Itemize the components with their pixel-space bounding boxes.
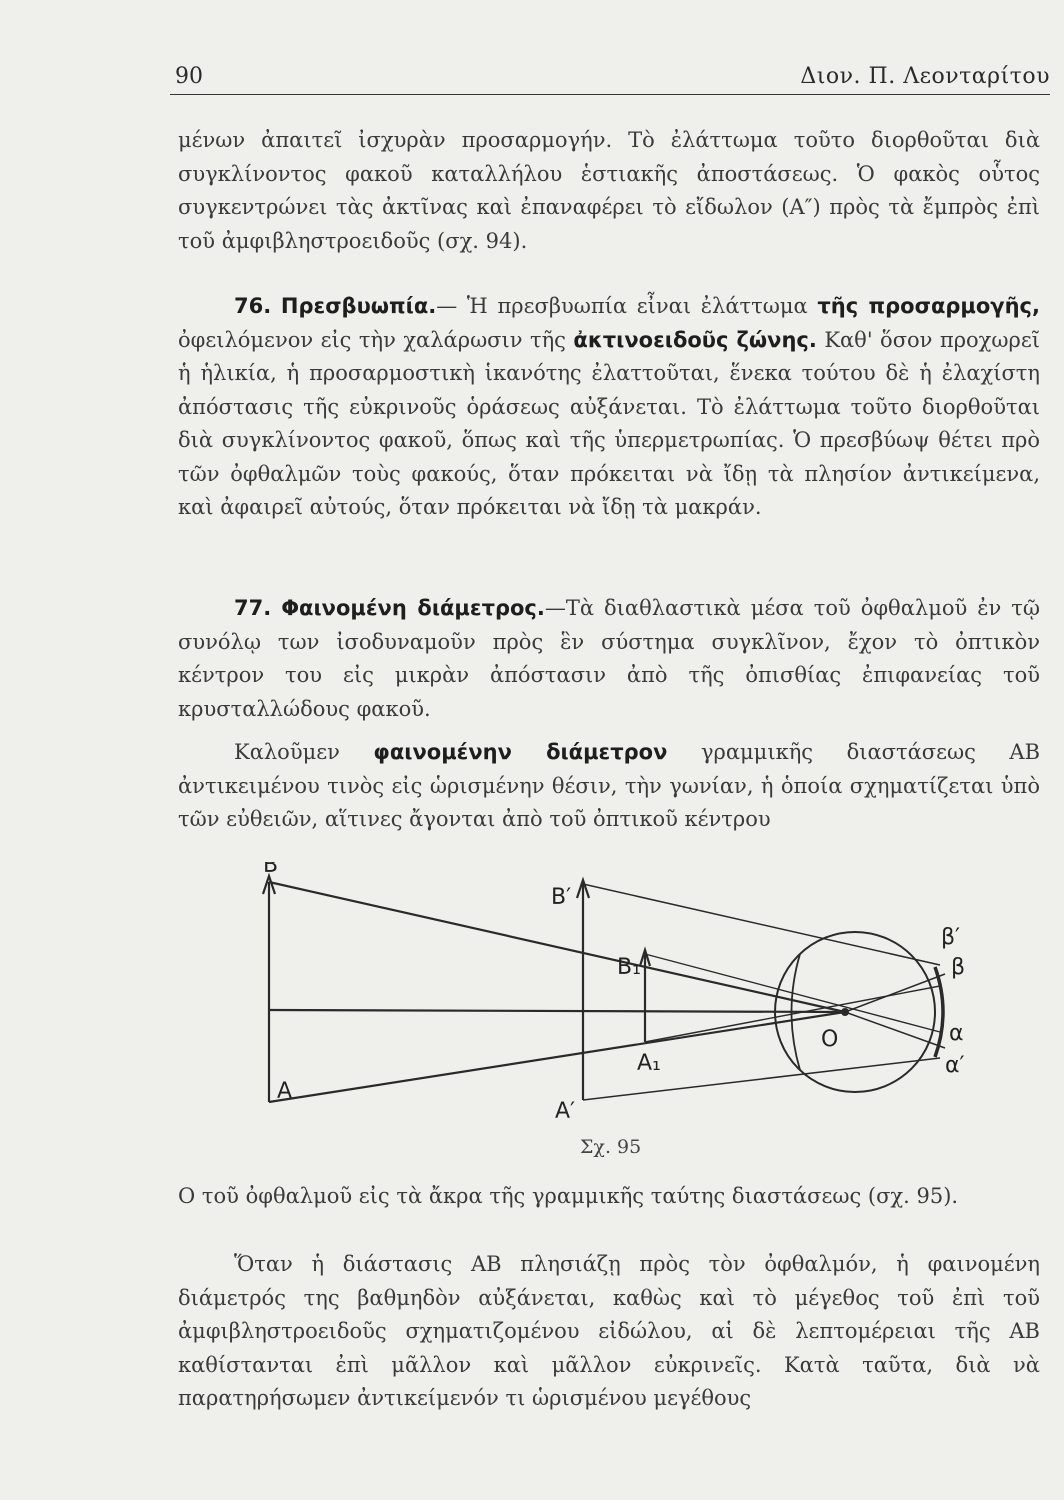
label-a-prime: α′ <box>945 1053 965 1078</box>
optical-center-dot <box>841 1008 849 1016</box>
label-a: α <box>949 1021 964 1046</box>
definition-text <box>178 736 1040 837</box>
ray-lower <box>269 1012 845 1102</box>
definition-paragraph <box>178 736 1040 837</box>
section-title: Φαινομένη διάμετρος. <box>281 596 545 620</box>
section-text: —Τὰ διαθλαστικὰ μέσα τοῦ ὀφθαλμοῦ ἐν τῷ συνόλῳ των ἰσοδυναμοῦν πρὸς ἓν σύστημα συγκλῖνον, ἔχον τὸ ὀπτικὸν κέντρον του εἰς μικρὰν ἀπόστασιν ἀπὸ τῆς ὀπισθίας ἐπιφανείας τοῦ κρυσταλλώδους φακοῦ. <box>178 596 1040 721</box>
paragraph-text: Ὅταν ἡ διάστασις ΑΒ πλησιάζῃ πρὸς τὸν ὀφθαλμόν, ἡ φαινομένη διάμετρός της βαθμηδὸν αὐξάνεται, καθὼς καὶ τὸ μέγεθος τοῦ ἐπὶ τοῦ ἀμφιβληστροειδοῦς σχηματιζομένου εἰδώλου, αἱ δὲ λεπτομέρειαι τῆς ΑΒ καθίστανται ἐπὶ μᾶλλον καὶ μᾶλλον εὐκρινεῖς. Κατὰ ταῦτα, διὰ νὰ παρατηρήσωμεν ἀντικείμενόν τι ὡρισμένου μεγέθους <box>178 1252 1040 1410</box>
section-title: Πρεσβυωπία. <box>280 294 437 318</box>
section-77-paragraph <box>178 592 1040 726</box>
label-A: Α <box>277 1079 293 1104</box>
retina-ray <box>845 974 945 1012</box>
axis-ray <box>269 1010 845 1012</box>
label-b-prime: β′ <box>941 925 961 950</box>
figure-caption: Σχ. 95 <box>580 1136 642 1158</box>
label-A1: Α₁ <box>637 1051 661 1076</box>
definition-text-a: Καλοῦμεν <box>234 740 374 764</box>
running-head: Διον. Π. Λεονταρίτου <box>800 64 1050 89</box>
section-76 <box>178 290 1040 525</box>
apparent-diameter-diagram <box>255 862 995 1122</box>
bold-term: φαινομένην διάμετρον <box>373 740 668 764</box>
section-number: 76. <box>234 294 272 318</box>
paragraph-last <box>178 1248 1040 1416</box>
section-text: Καθ' ὅσον προχωρεῖ ἡ ἡλικία, ἡ προσαρμοστικὴ ἱκανότης ἐλαττοῦται, ἕνεκα τούτου δὲ ἡ ἐλαχίστη ἀπόστασις τῆς εὐκρινοῦς ὁράσεως αὐξάνεται. Τὸ ἐλάττωμα τοῦτο διορθοῦται διὰ συγκλίνοντος φακοῦ, ὅπως καὶ τῆς ὑπερμετρωπίας. Ὁ πρεσβύωψ θέτει πρὸ τῶν ὀφθαλμῶν τοὺς φακούς, ὅταν πρόκειται νὰ ἴδῃ τὰ πλησίον ἀντικείμενα, καὶ ἀφαιρεῖ αὐτούς, ὅταν πρόκειται νὰ ἴδῃ τὰ μακράν. <box>178 327 1040 519</box>
section-number: 77. <box>234 596 272 620</box>
section-77 <box>178 592 1040 726</box>
bold-term: ἀκτινοειδοῦς ζώνης. <box>573 327 817 352</box>
label-B-prime: Β′ <box>551 885 572 910</box>
label-B: Β <box>263 862 279 878</box>
section-text: ὀφειλόμενον εἰς τὴν χαλάρωσιν τῆς <box>178 327 574 352</box>
paragraph-after-figure <box>178 1180 1040 1214</box>
figure-95 <box>255 862 995 1122</box>
label-B1: Β₁ <box>617 955 641 980</box>
page-header <box>170 62 1050 95</box>
ray-b-prime <box>583 884 940 965</box>
retina-image <box>935 967 943 1057</box>
definition-text-b: γραμμικῆς διαστάσεως ΑΒ ἀντικειμένου τινὸς εἰς ὡρισμένην θέσιν, τὴν γωνίαν, ἡ ὁποία σχηματίζεται ὑπὸ τῶν εὐθειῶν, αἵτινες ἄγονται ἀπὸ τοῦ ὀπτικοῦ κέντρου <box>178 740 1040 831</box>
label-b: β <box>951 955 966 980</box>
section-text: — Ἡ πρεσβυωπία εἶναι ἐλάττωμα <box>436 294 818 318</box>
bold-term: τῆς προσαρμογῆς, <box>817 294 1040 318</box>
paragraph-continuation <box>178 124 1040 258</box>
page-number: 90 <box>175 64 203 89</box>
paragraph-text: Ο τοῦ ὀφθαλμοῦ εἰς τὰ ἄκρα τῆς γραμμικῆς ταύτης διαστάσεως (σχ. 95). <box>178 1184 959 1208</box>
paragraph-text: μένων ἀπαιτεῖ ἰσχυρὰν προσαρμογήν. Τὸ ἐλάττωμα τοῦτο διορθοῦται διὰ συγκλίνοντος φακοῦ καταλλήλου ἑστιακῆς ἀποστάσεως. Ὁ φακὸς οὗτος συγκεντρώνει τὰς ἀκτῖνας καὶ ἐπαναφέρει τὸ εἴδωλον (Α″) πρὸς τὰ ἔμπρὸς ἐπὶ τοῦ ἀμφιβληστροειδοῦς (σχ. 94). <box>178 128 1040 253</box>
label-A-prime: Α′ <box>555 1099 576 1122</box>
label-O: Ο <box>821 1027 839 1052</box>
section-76-paragraph <box>178 290 1040 525</box>
